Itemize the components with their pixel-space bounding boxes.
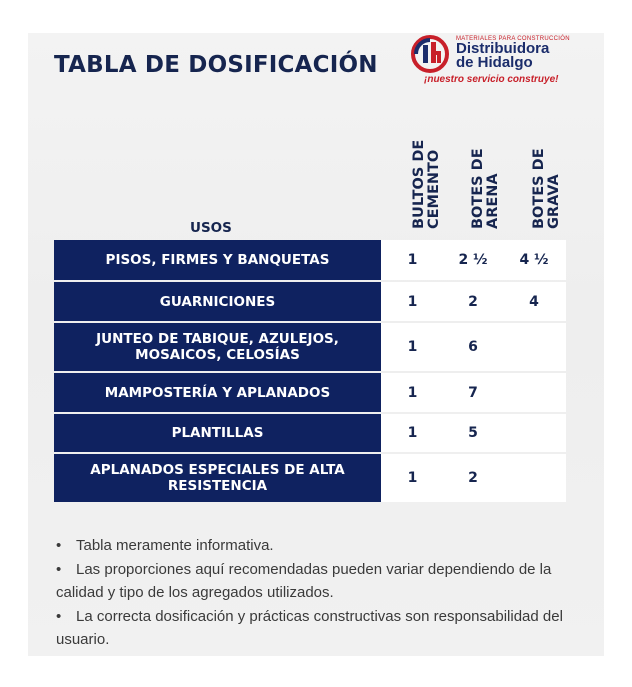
row-uso: APLANADOS ESPECIALES DE ALTA RESISTENCIA	[54, 454, 381, 502]
cell-grava	[502, 373, 566, 412]
table-row	[54, 373, 566, 412]
logo-name-line1: Distribuidora	[456, 40, 550, 57]
column-header-arena	[440, 125, 502, 229]
table-row	[54, 282, 566, 321]
cell-grava	[502, 414, 566, 452]
notes-list	[56, 534, 576, 652]
cell-cemento: 1	[381, 323, 444, 371]
note-item	[56, 558, 576, 605]
note-text: La correcta dosificación y prácticas constructivas son responsabilidad del usuario.	[56, 607, 563, 648]
cell-cemento: 1	[381, 373, 444, 412]
page-title: TABLA DE DOSIFICACIÓN	[54, 52, 378, 78]
cell-grava: 4 ½	[502, 240, 566, 280]
cell-cemento: 1	[381, 454, 444, 502]
logo-icon	[408, 34, 454, 74]
logo-company-name	[456, 42, 549, 70]
logo-slogan: ¡nuestro servicio construye!	[424, 74, 559, 85]
cell-arena: 2	[444, 454, 502, 502]
bullet-icon: •	[56, 537, 62, 554]
cell-cemento: 1	[381, 282, 444, 321]
cell-cemento: 1	[381, 240, 444, 280]
table-row	[54, 240, 566, 280]
row-uso: PISOS, FIRMES Y BANQUETAS	[54, 240, 381, 280]
cell-arena: 2 ½	[444, 240, 502, 280]
cell-arena: 7	[444, 373, 502, 412]
company-logo	[408, 34, 578, 94]
row-uso: GUARNICIONES	[54, 282, 381, 321]
bullet-icon: •	[56, 607, 62, 625]
cell-arena: 5	[444, 414, 502, 452]
note-text: Las proporciones aquí recomendadas pueden variar dependiendo de la calidad y tipo de los agregados utilizados.	[56, 560, 552, 601]
column-header-grava	[501, 125, 563, 229]
table-row	[54, 323, 566, 371]
row-uso: JUNTEO DE TABIQUE, AZULEJOS, MOSAICOS, CELOSÍAS	[54, 323, 381, 371]
bullet-icon: •	[56, 560, 62, 578]
column-header-label: BOTES DE GRAVA	[531, 148, 562, 229]
cell-grava	[502, 454, 566, 502]
note-item	[56, 605, 576, 652]
note-text: Tabla meramente informativa.	[76, 537, 274, 554]
cell-arena: 2	[444, 282, 502, 321]
cell-cemento: 1	[381, 414, 444, 452]
row-uso: MAMPOSTERÍA Y APLANADOS	[54, 373, 381, 412]
column-header-label: BOTES DE ARENA	[470, 148, 501, 229]
cell-grava	[502, 323, 566, 371]
logo-name-line2: de Hidalgo	[456, 54, 533, 71]
note-item	[56, 534, 576, 558]
row-uso: PLANTILLAS	[54, 414, 381, 452]
column-header-label: BULTOS DE CEMENTO	[411, 139, 442, 229]
cell-arena: 6	[444, 323, 502, 371]
cell-grava: 4	[502, 282, 566, 321]
usos-header: USOS	[190, 220, 232, 236]
table-row	[54, 454, 566, 502]
logo-tagline: MATERIALES PARA CONSTRUCCIÓN	[456, 36, 570, 42]
table-row	[54, 414, 566, 452]
column-header-cemento	[381, 125, 443, 229]
